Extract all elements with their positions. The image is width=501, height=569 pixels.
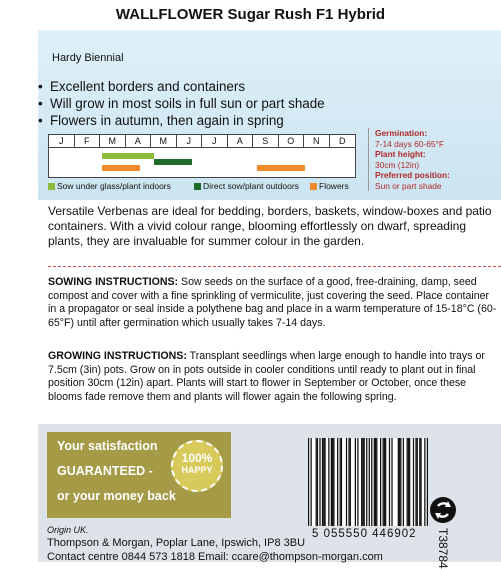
barcode-bar — [371, 438, 372, 526]
month-label: N — [304, 135, 330, 147]
barcode-bar — [419, 438, 420, 526]
barcode-bar — [357, 438, 358, 526]
barcode-bar — [375, 438, 376, 526]
barcode-bar — [332, 438, 333, 526]
barcode-bar — [348, 438, 349, 526]
barcode-bar — [316, 438, 317, 526]
month-label: J — [202, 135, 228, 147]
plant-type: Hardy Biennial — [52, 52, 124, 64]
barcode-bar — [408, 438, 409, 526]
barcode-bar — [362, 438, 363, 526]
barcode-bar — [383, 438, 384, 526]
month-label: O — [279, 135, 305, 147]
guarantee-line: or your money back — [57, 489, 176, 503]
barcode-bar — [322, 438, 323, 526]
position-label: Preferred position: — [375, 170, 450, 180]
month-label: A — [228, 135, 254, 147]
barcode-bar — [380, 438, 381, 526]
barcode-bar — [317, 438, 318, 526]
recycle-icon — [430, 497, 456, 523]
sowing-text: Sow seeds on the surface of a good, free-draining, damp, seed compost and cover with a fine sprinkling of vermiculite, just covering the seed. Place container in a propagator or seal inside a polythene bag and place in a warm temperature of 15-18°C (60-65°F) until after germination which usually takes 7-14 days. — [48, 276, 497, 329]
feature-list — [38, 78, 388, 129]
happy-seal — [171, 440, 223, 492]
barcode-bar — [400, 438, 401, 526]
sowing-heading: SOWING INSTRUCTIONS: — [48, 276, 179, 288]
position-value: Sun or part shade — [375, 180, 442, 191]
legend-swatch — [48, 183, 55, 190]
barcode-bar — [376, 438, 377, 526]
barcode-bar — [417, 438, 418, 526]
barcode-bar — [385, 438, 386, 526]
barcode-bar — [337, 438, 338, 526]
legend-item — [194, 181, 299, 191]
flowers-spring-bar — [102, 165, 140, 171]
barcode-digits: 5 055550 446902 — [312, 528, 417, 540]
barcode-bar — [350, 438, 351, 526]
barcode-bar — [391, 438, 392, 526]
month-label: F — [75, 135, 101, 147]
barcode-bar — [340, 438, 341, 526]
month-label: J — [49, 135, 75, 147]
barcode-bar — [364, 438, 365, 526]
origin: Origin UK. — [47, 525, 89, 535]
growing-instructions — [48, 350, 498, 404]
legend-swatch — [194, 183, 201, 190]
barcode-bar — [413, 438, 414, 526]
legend-label: Flowers — [319, 181, 349, 191]
barcode-bar — [369, 438, 370, 526]
barcode — [308, 438, 428, 526]
barcode-bar — [308, 438, 309, 526]
barcode-bar — [409, 438, 410, 526]
germination-label: Germination: — [375, 128, 428, 138]
month-label: J — [177, 135, 203, 147]
address: Thompson & Morgan, Poplar Lane, Ipswich, IP8 3BU — [47, 537, 306, 549]
growing-info — [368, 128, 495, 191]
feature-item: • Will grow in most soils in full sun or part shade — [38, 95, 388, 112]
feature-item: • Excellent borders and containers — [38, 78, 388, 95]
barcode-bar — [328, 438, 329, 526]
guarantee-line: GUARANTEED - — [57, 464, 153, 478]
month-label: A — [126, 135, 152, 147]
barcode-bar — [389, 438, 390, 526]
barcode-bar — [366, 438, 367, 526]
barcode-bar — [361, 438, 362, 526]
plant-outdoors-bar — [154, 159, 192, 165]
legend-item — [48, 181, 171, 191]
barcode-bar — [331, 438, 332, 526]
dashed-divider — [48, 266, 501, 267]
seal-word: HAPPY — [181, 465, 213, 475]
description: Versatile Verbenas are ideal for bedding, borders, baskets, window-boxes and patio containers. With a vivid colour range, blooming effortlessly on dwarf, spreading plants, they are invaluable for summer colour in the garden. — [48, 204, 492, 248]
barcode-bar — [407, 438, 408, 526]
legend-label: Sow under glass/plant indoors — [57, 181, 171, 191]
product-code: T38784 — [436, 528, 450, 569]
barcode-bar — [424, 438, 425, 526]
barcode-bar — [399, 438, 400, 526]
barcode-bar — [420, 438, 421, 526]
contact-info — [47, 536, 437, 564]
contact-line: Contact centre 0844 573 1818 Email: ccare@thompson-morgan.com — [47, 551, 383, 563]
barcode-bar — [398, 438, 399, 526]
sowing-calendar — [48, 134, 356, 178]
barcode-bar — [346, 438, 347, 526]
barcode-bar — [427, 438, 428, 526]
month-label: D — [339, 136, 346, 146]
germination-value: 7-14 days 60-65°F — [375, 138, 444, 149]
legend-swatch — [310, 183, 317, 190]
calendar-divider — [49, 147, 355, 148]
barcode-bar — [323, 438, 324, 526]
month-label: M — [151, 135, 177, 147]
barcode-bar — [384, 438, 385, 526]
barcode-bar — [311, 438, 312, 526]
sowing-instructions — [48, 276, 498, 330]
growing-heading: GROWING INSTRUCTIONS: — [48, 350, 187, 362]
flowers-autumn-bar — [257, 165, 305, 171]
height-label: Plant height: — [375, 149, 426, 159]
sow-indoors-bar — [102, 153, 154, 159]
seal-percent: 100% — [181, 451, 213, 465]
growing-text: Transplant seedlings when large enough to handle into trays or 7.5cm (3in) pots. Grow on in pots outside in cooler conditions until ready to plant out in final position 30cm (12in) apart. Plants will start to flower in September or October, once these blooms fade remove them and plants will flower again the following spring. — [48, 350, 485, 403]
height-value: 30cm (12in) — [375, 159, 420, 170]
barcode-bar — [333, 438, 334, 526]
barcode-bar — [415, 438, 416, 526]
month-label: M — [100, 135, 126, 147]
barcode-bar — [403, 438, 404, 526]
guarantee-line: Your satisfaction — [57, 439, 158, 453]
barcode-bar — [374, 438, 375, 526]
product-title: WALLFLOWER Sugar Rush F1 Hybrid — [115, 6, 386, 23]
barcode-bar — [319, 438, 320, 526]
barcode-bar — [355, 438, 356, 526]
barcode-bar — [324, 438, 325, 526]
feature-item: • Flowers in autumn, then again in spring — [38, 112, 388, 129]
month-label: S — [253, 135, 279, 147]
legend-item — [310, 181, 349, 191]
legend-label: Direct sow/plant outdoors — [203, 181, 299, 191]
barcode-bar — [341, 438, 342, 526]
